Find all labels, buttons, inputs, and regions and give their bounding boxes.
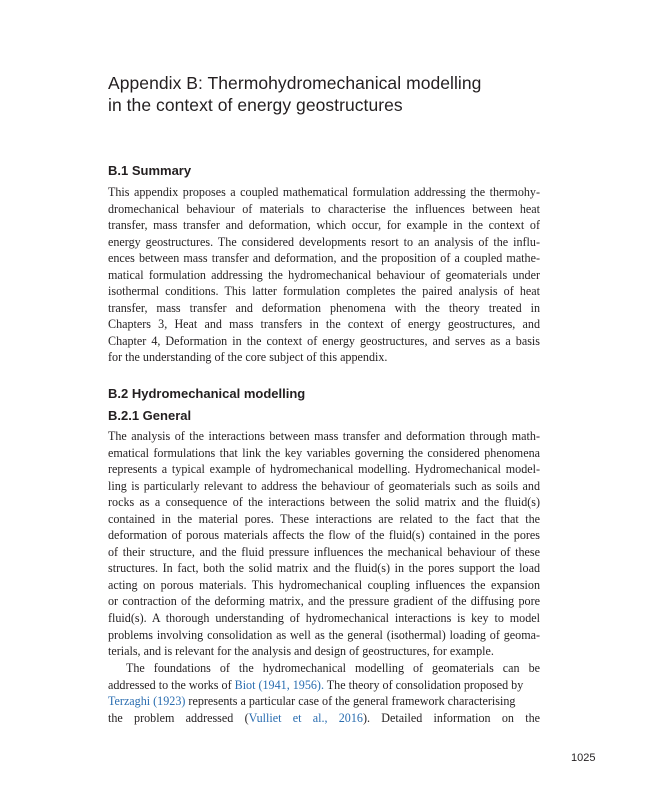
summary-line: matical formulation addressing the hydromechanical behaviour of geomaterials under xyxy=(108,267,540,282)
summary-line: Chapters 3, Heat and mass transfers in the context of energy geostructures, and xyxy=(108,317,540,332)
text-run: ). Detailed information on the xyxy=(362,710,540,725)
general-line: terials, and is relevant for the analysis and design of geostructures, for example. xyxy=(108,644,494,659)
general-line: of their structure, and the fluid pressure influences the mechanical behaviour of these xyxy=(108,544,540,559)
appendix-title xyxy=(108,72,568,116)
general-line: problems involving consolidation as well as the general (isothermal) loading of geoma- xyxy=(108,627,540,642)
general-line: acting on porous materials. This hydromechanical coupling influences the expansion xyxy=(108,577,540,592)
general-paragraph-1 xyxy=(108,428,540,660)
general-line: fluid(s). A thorough understanding of hydromechanical interactions is key to model xyxy=(108,611,540,626)
text-run: the problem addressed ( xyxy=(108,710,249,725)
general-line: deformation of porous materials affects the flow of the fluid(s) contained in the pores xyxy=(108,528,540,543)
appendix-title-line-2: in the context of energy geostructures xyxy=(108,95,403,115)
general-line: contained in the material pores. These interactions are related to the fact that the xyxy=(108,511,540,526)
section-heading-summary: B.1 Summary xyxy=(108,163,192,178)
general-paragraph-2 xyxy=(108,660,540,726)
summary-line: transfer, mass transfer and deformation, which occur, for example in the context of xyxy=(108,218,540,233)
summary-line: for the understanding of the core subject of this appendix. xyxy=(108,350,388,365)
summary-line: isothermal conditions. This latter formulation completes the paired analysis of heat xyxy=(108,284,540,299)
section-heading-hydromechanical-modelling: B.2 Hydromechanical modelling xyxy=(108,386,306,401)
text-run: The theory of consolidation proposed by xyxy=(323,677,524,692)
general-line: The foundations of the hydromechanical modelling of geomaterials can be xyxy=(126,661,540,675)
summary-paragraph xyxy=(108,184,540,366)
general-line: ling is particularly relevant to address the behaviour of geomaterials such as soils and xyxy=(108,478,540,493)
general-line: ematical formulations that link the key variables governing the considered phenomena xyxy=(108,445,540,460)
general-line xyxy=(108,677,540,694)
summary-line: dromechanical behaviour of materials to characterise the influences between heat xyxy=(108,201,540,216)
subsection-heading-general: B.2.1 General xyxy=(108,408,192,423)
summary-line: energy geostructures. The considered developments resort to an analysis of the influ- xyxy=(108,234,540,249)
summary-line: This appendix proposes a coupled mathematical formulation addressing the thermohy- xyxy=(108,185,540,199)
general-line: The analysis of the interactions between mass transfer and deformation through math- xyxy=(108,429,540,443)
page-number: 1025 xyxy=(571,752,596,764)
summary-line: transfer, mass transfer and deformation phenomena with the theory treated in xyxy=(108,300,540,315)
general-line xyxy=(108,710,540,727)
summary-line: Chapter 4, Deformation in the context of energy geostructures, and serves as a basis xyxy=(108,333,540,348)
text-run: represents a particular case of the general framework characterising xyxy=(185,694,516,709)
general-line xyxy=(108,693,540,710)
general-line: represents a typical example of hydromechanical modelling. Hydromechanical model- xyxy=(108,462,540,477)
citation-link-vulliet[interactable]: Vulliet et al., 2016 xyxy=(248,710,363,725)
citation-link-biot[interactable]: Biot (1941, 1956). xyxy=(234,677,324,692)
general-line: structures. In fact, both the solid matrix and the fluid(s) in the pores support the load xyxy=(108,561,540,576)
general-line: or contraction of the deforming matrix, and the pressure gradient of the diffusing pore xyxy=(108,594,540,609)
text-run: addressed to the works of xyxy=(108,677,235,692)
general-line: rocks as a consequence of the interactions between the solid matrix and the fluid(s) xyxy=(108,495,540,510)
citation-link-terzaghi[interactable]: Terzaghi (1923) xyxy=(108,694,186,709)
summary-line: ences between mass transfer and deformation, and the proposition of a coupled mathe- xyxy=(108,251,540,266)
appendix-title-line-1: Appendix B: Thermohydromechanical modelling xyxy=(108,73,482,93)
